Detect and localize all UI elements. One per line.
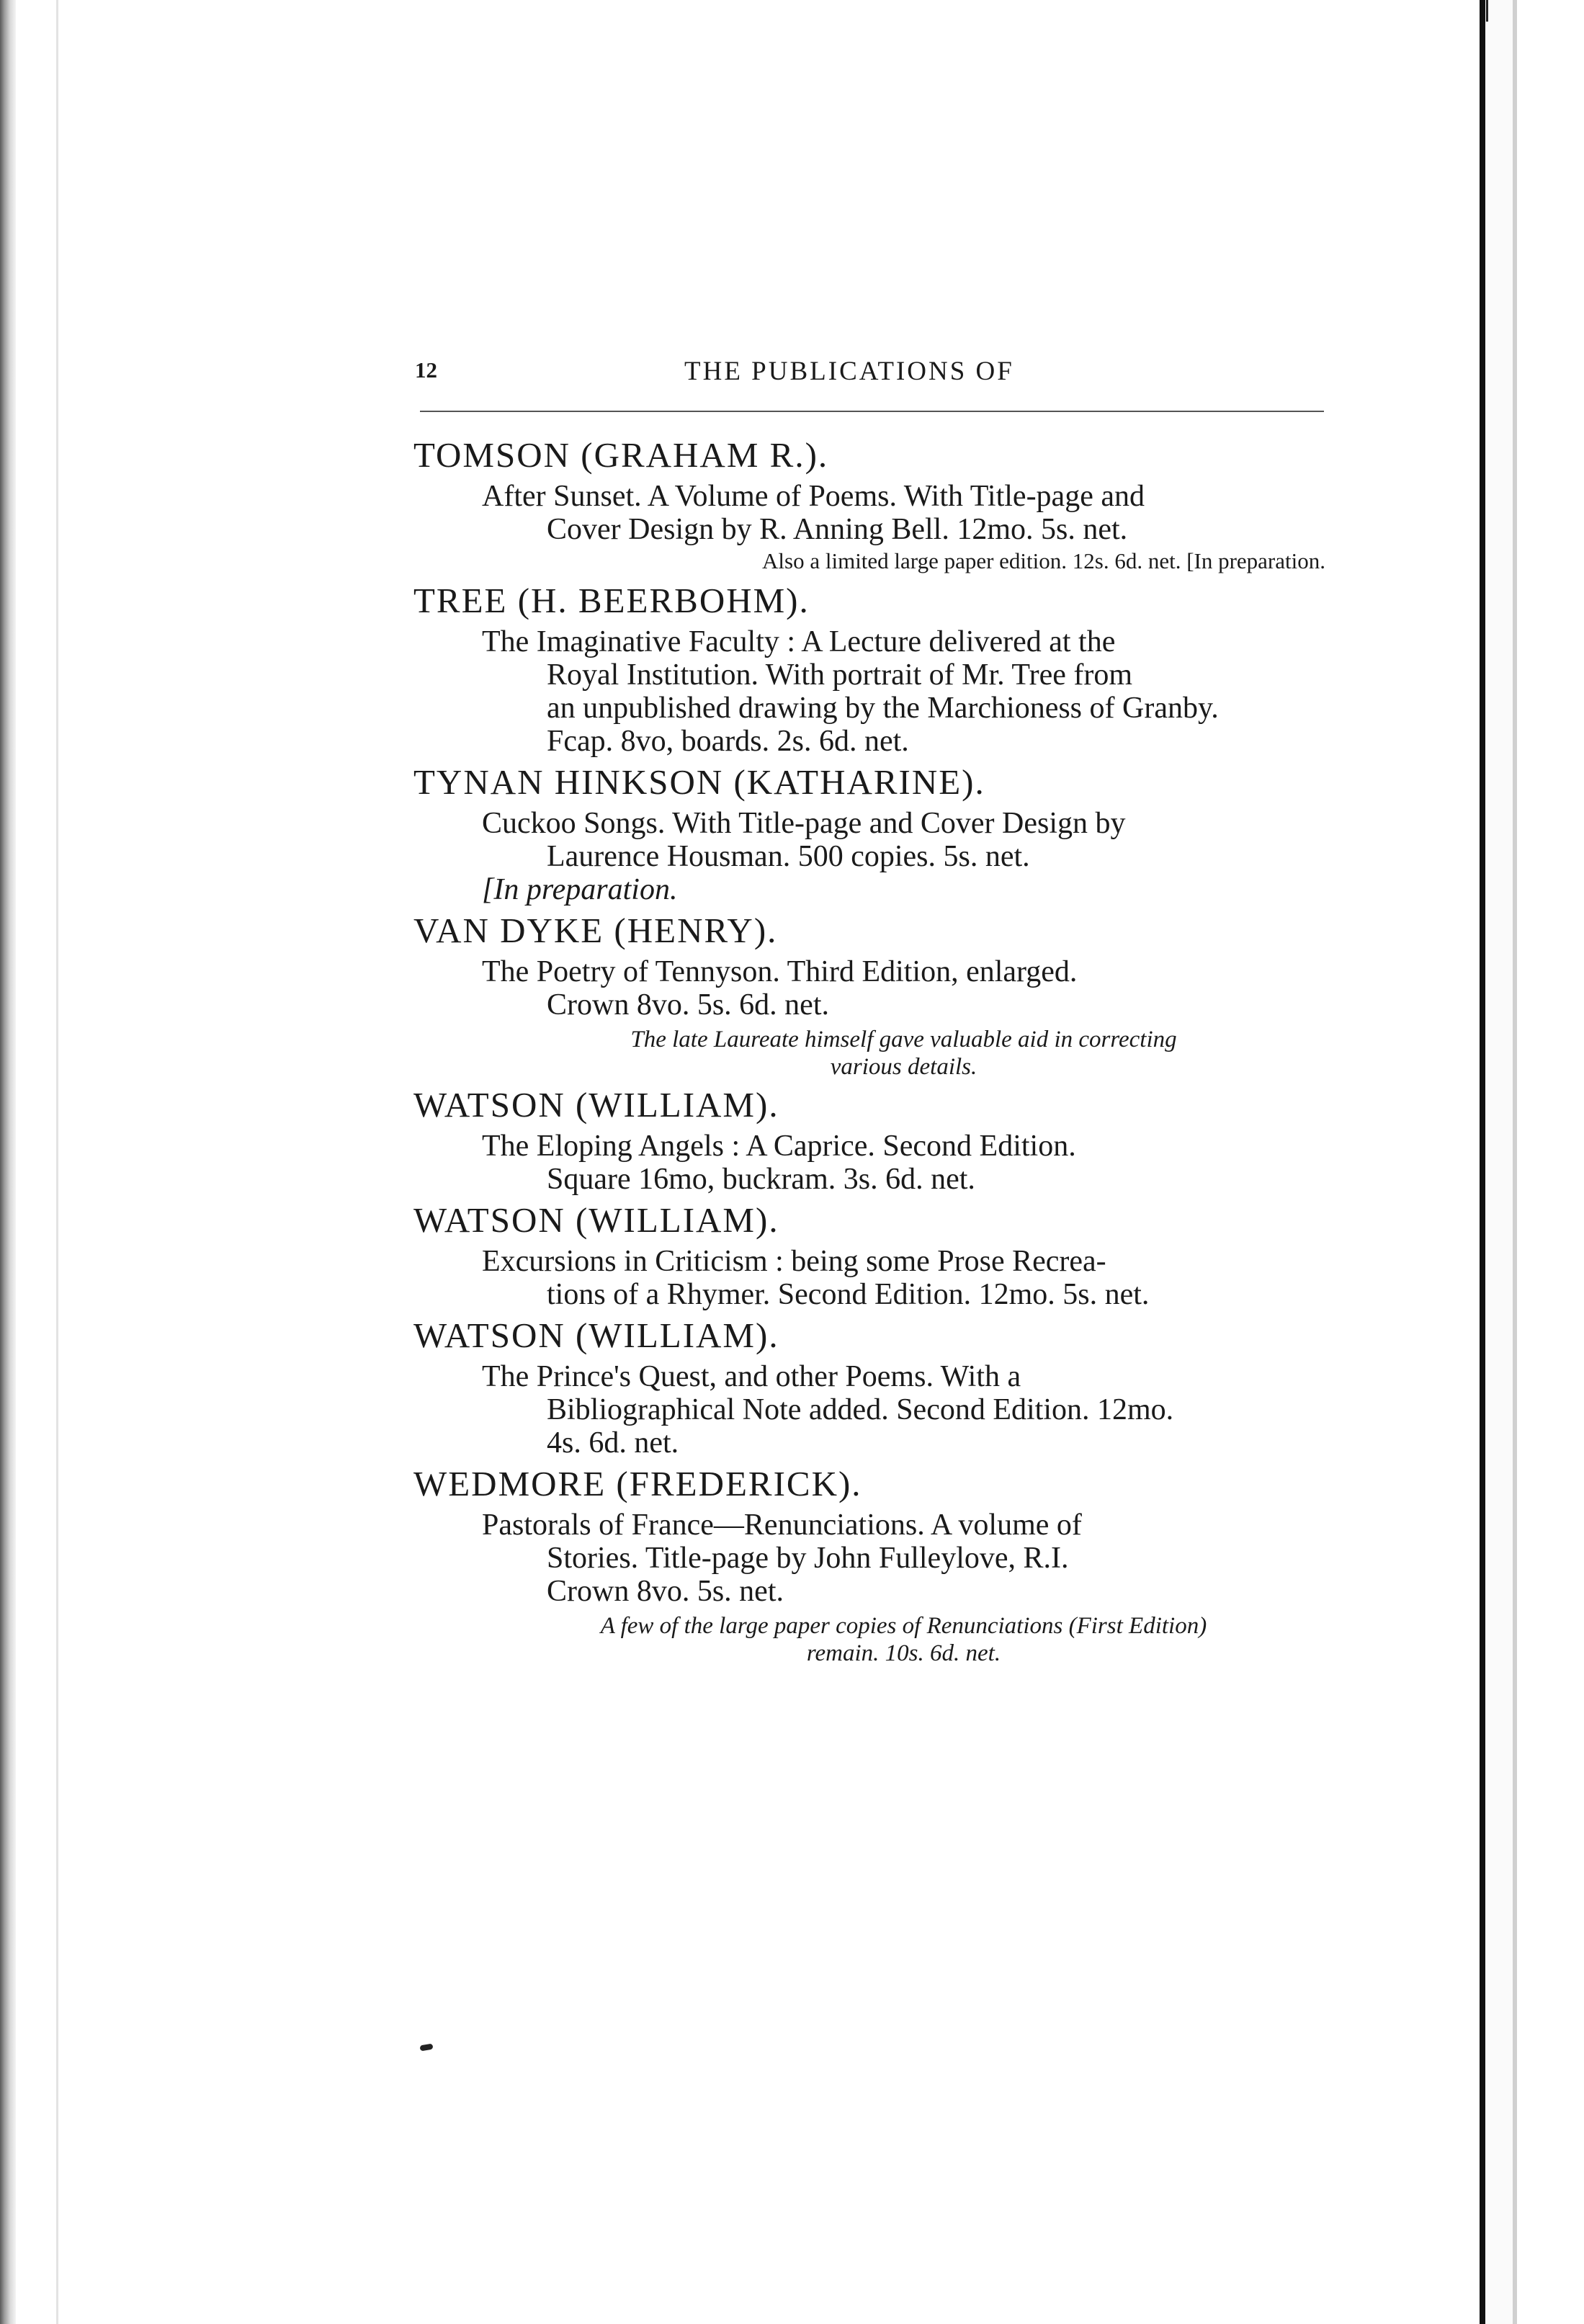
- entry-line: Royal Institution. With portrait of Mr. Tree from: [547, 658, 1132, 692]
- author-heading: WATSON (WILLIAM).: [413, 1200, 779, 1240]
- entry-line: Square 16mo, buckram. 3s. 6d. net.: [547, 1163, 975, 1196]
- entry-description: [413, 1360, 1325, 1460]
- entry-line: Crown 8vo. 5s. net.: [547, 1575, 784, 1608]
- author-heading: WATSON (WILLIAM).: [413, 1315, 779, 1355]
- page-right-edge-shadow: [1513, 0, 1517, 2324]
- list-item: [413, 434, 1325, 576]
- author-heading: TOMSON (GRAHAM R.).: [413, 435, 829, 475]
- list-item: [413, 579, 1325, 758]
- list-item: [413, 761, 1325, 906]
- list-item: [413, 909, 1325, 1081]
- entry-description: [413, 807, 1325, 906]
- edition-note: Also a limited large paper edition. 12s. 6d. net. [In preparation.: [762, 548, 1325, 573]
- page-left-edge-shadow: [0, 0, 16, 2324]
- note-line: A few of the large paper copies of Renunciations (First Edition): [600, 1613, 1207, 1639]
- corner-tick-mark: [1486, 0, 1488, 22]
- page-left-margin-line: [56, 0, 58, 2324]
- header-rule: [420, 411, 1324, 412]
- entry-line: The Imaginative Faculty : A Lecture delivered at the: [482, 625, 1116, 658]
- entry-line: Crown 8vo. 5s. 6d. net.: [547, 988, 829, 1022]
- note-line: various details.: [830, 1054, 977, 1080]
- entry-line: tions of a Rhymer. Second Edition. 12mo. 5s. net.: [547, 1278, 1150, 1311]
- entry-line: Stories. Title-page by John Fulleylove, R.I.: [547, 1542, 1069, 1575]
- author-heading: TREE (H. BEERBOHM).: [413, 581, 810, 620]
- entry-description: [413, 480, 1325, 546]
- entry-description: [413, 625, 1325, 758]
- entry-line: Cover Design by R. Anning Bell. 12mo. 5s. net.: [547, 513, 1128, 546]
- entry-line: 4s. 6d. net.: [547, 1426, 679, 1460]
- author-heading: VAN DYKE (HENRY).: [413, 911, 778, 950]
- list-item: [413, 1314, 1325, 1460]
- in-preparation-note: [In preparation.: [482, 873, 678, 906]
- entry-line: The Prince's Quest, and other Poems. With a: [482, 1360, 1021, 1393]
- author-heading: WATSON (WILLIAM).: [413, 1085, 779, 1125]
- entry-line: Pastorals of France—Renunciations. A volume of: [482, 1509, 1082, 1542]
- note-line: remain. 10s. 6d. net.: [806, 1640, 1001, 1666]
- italic-note: [413, 1026, 1325, 1081]
- entry-line: an unpublished drawing by the Marchioness of Granby.: [547, 692, 1219, 725]
- entry-line: Laurence Housman. 500 copies. 5s. net.: [547, 840, 1030, 873]
- author-heading: WEDMORE (FREDERICK).: [413, 1464, 862, 1503]
- entry-line: After Sunset. A Volume of Poems. With Title-page and: [482, 480, 1145, 513]
- author-heading: TYNAN HINKSON (KATHARINE).: [413, 762, 985, 802]
- entry-line: The Poetry of Tennyson. Third Edition, enlarged.: [482, 955, 1078, 988]
- note-line: The late Laureate himself gave valuable aid in correcting: [630, 1027, 1177, 1052]
- list-item: [413, 1199, 1325, 1311]
- ink-mark: [419, 2043, 433, 2051]
- entry-line: Bibliographical Note added. Second Edition. 12mo.: [547, 1393, 1174, 1426]
- page-right-edge-line: [1480, 0, 1485, 2324]
- entry-description: [413, 1245, 1325, 1311]
- entry-line: Cuckoo Songs. With Title-page and Cover Design by: [482, 807, 1126, 840]
- page-number: 12: [415, 357, 437, 383]
- entry-line: The Eloping Angels : A Caprice. Second Edition.: [482, 1130, 1076, 1163]
- running-title: THE PUBLICATIONS OF: [684, 357, 1014, 386]
- list-item: [413, 1083, 1325, 1196]
- entry-description: [413, 955, 1325, 1022]
- entry-description: [413, 1509, 1325, 1608]
- publication-list: [413, 431, 1325, 1667]
- list-item: [413, 1462, 1325, 1667]
- italic-note: [413, 1612, 1325, 1667]
- page-right-gutter: [1485, 0, 1513, 2324]
- entry-description: [413, 1130, 1325, 1196]
- entry-line: Fcap. 8vo, boards. 2s. 6d. net.: [547, 725, 909, 758]
- entry-line: Excursions in Criticism : being some Prose Recrea-: [482, 1245, 1106, 1278]
